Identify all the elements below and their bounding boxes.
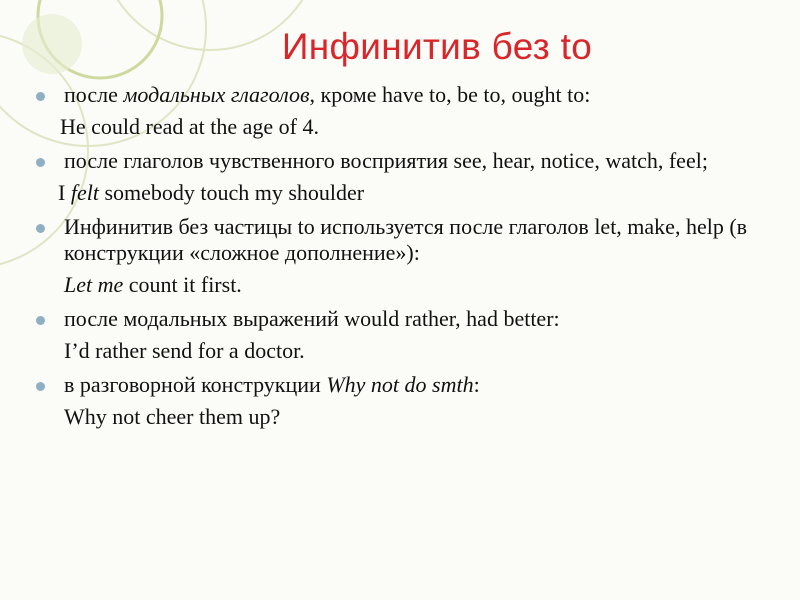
- example-text: somebody touch my shoulder: [98, 180, 365, 205]
- bullet-dot-icon: [36, 382, 45, 391]
- example-let-make-help: [34, 272, 774, 298]
- slide-title: Инфинитив без to: [281, 26, 593, 67]
- bullet-text: Инфинитив без частицы to используется после глаголов let, make, help (в конструкции «сложное дополнение»):: [64, 214, 748, 265]
- bullet-dot-icon: [36, 92, 45, 101]
- example-text: I: [58, 180, 71, 205]
- bullet-text: в разговорной конструкции: [64, 372, 327, 397]
- example-perception-verbs: [34, 180, 774, 206]
- example-text: Why not cheer them up?: [64, 404, 281, 429]
- bullet-modal-verbs: [34, 82, 774, 108]
- example-text-italic: Let me: [64, 272, 124, 297]
- example-modal-expressions: [34, 338, 774, 364]
- bullet-dot-icon: [36, 224, 45, 233]
- bullet-modal-expressions: [34, 306, 774, 332]
- bullet-perception-verbs: [34, 148, 774, 174]
- bullet-dot-icon: [36, 316, 45, 325]
- bullet-text: :: [473, 372, 480, 397]
- bullet-why-not: [34, 372, 774, 398]
- example-modal-verbs: [34, 114, 774, 140]
- bullet-text: после: [64, 82, 124, 107]
- bullet-text: после глаголов чувственного восприятия see, hear, notice, watch, feel;: [64, 148, 708, 173]
- bullet-text-italic: модальных глаголов: [123, 82, 310, 107]
- bullet-let-make-help: [34, 214, 774, 266]
- bullet-text: , кроме have to, be to, ought to:: [309, 82, 591, 107]
- bullet-text: после модальных выражений would rather, had better:: [64, 306, 560, 331]
- slide-content: [34, 82, 774, 438]
- example-text: count it first.: [123, 272, 242, 297]
- example-text-italic: felt: [70, 180, 99, 205]
- example-text: I’d rather send for a doctor.: [64, 338, 305, 363]
- example-text: He could read at the age of 4.: [60, 114, 319, 139]
- bullet-text-italic: Why not do smth: [326, 372, 474, 397]
- bullet-dot-icon: [36, 158, 45, 167]
- example-why-not: [34, 404, 774, 430]
